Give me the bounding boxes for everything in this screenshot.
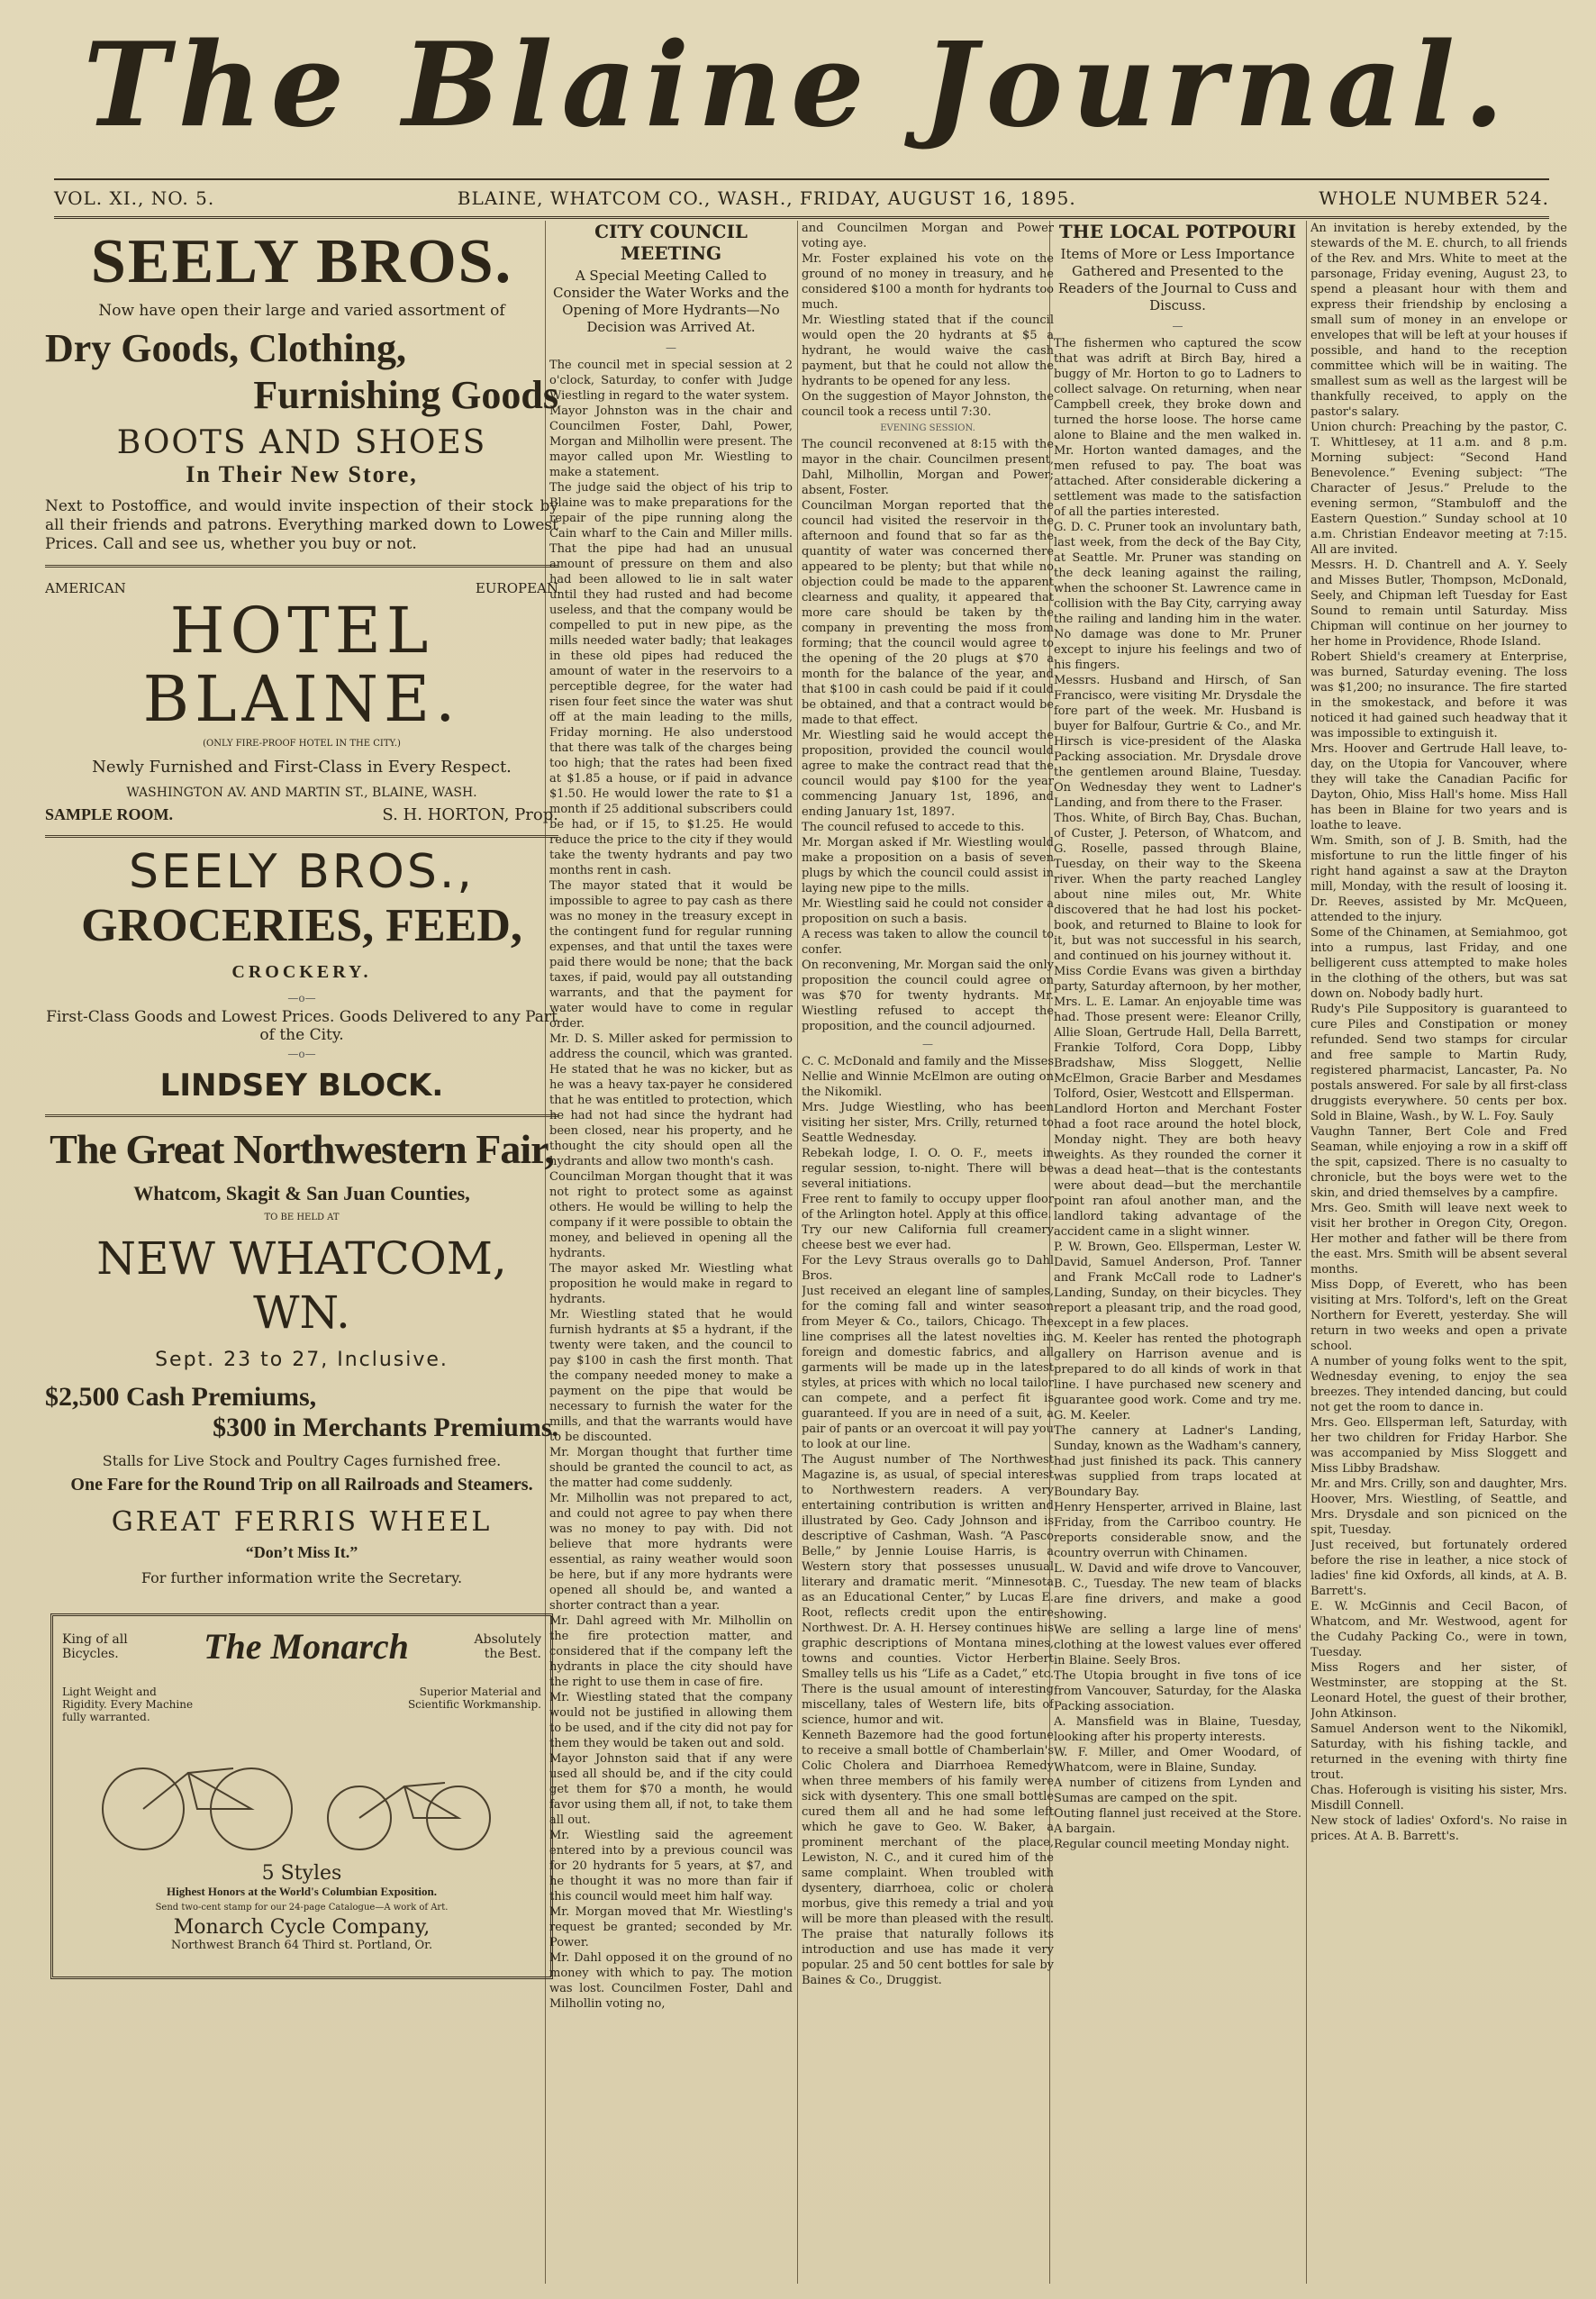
monarch-superior: Superior Material and Scientific Workmanship. <box>407 1686 541 1711</box>
col5-p1: An invitation is hereby extended, by the stewards of the M. E. church, to all friends of the Rev. and Mrs. White to meet at the parsonage, Friday evening, August 23, to spend a pleasant hour with them and express their friendship by enclosing a small sum of money in an envelope or envelopes that will be left at your houses if possible, and hand to the reception committee which will be in waiting. The smallest sum as well as the largest will be thankfully received, to apply on the pastor's salary. <box>1310 222 1567 419</box>
col5-p7: Some of the Chinamen, at Semiahmoo, got into a rumpus, last Friday, and one belligerent cuss attempted to make holes in the clothing of the others, but was sat down on. Nobody badly hurt. <box>1310 926 1567 1001</box>
bicycles-illustration <box>62 1723 530 1858</box>
fair-merchants: $300 in Merchants Premiums. <box>213 1413 558 1442</box>
council-column <box>549 221 793 2284</box>
col5-p16: E. W. McGinnis and Cecil Bacon, of Whatcom, and Mr. Westwood, agent for the Cudahy Packing Co., were in town, Tuesday. <box>1310 1600 1567 1659</box>
fair-counties: Whatcom, Skagit & San Juan Counties, <box>133 1182 470 1204</box>
locals-column <box>1310 221 1567 2284</box>
col5-p14: Mr. and Mrs. Crilly, son and daughter, Mrs. Hoover, Mrs. Wiestling, of Seattle, and Mrs. Drysdale and son picniced on the spit, Tuesday. <box>1310 1477 1567 1537</box>
potpouri-p1: The fishermen who captured the scow that was adrift at Birch Bay, hired a buggy of Mr. Horton to go to Ladners to collect salvage. On returning, when near Campbell creek, they broke down and turned the horse loose. The horse came alone to Blaine and the men walked in. Mr. Horton wanted damages, and the men refused to pay. The boat was attached. After considerable dickering a settlement was made to the satisfaction of all the parties interested. <box>1054 337 1301 519</box>
council-p7: The mayor asked Mr. Wiestling what proposition he would make in regard to hydrants. <box>549 1262 793 1306</box>
council-p2: Mayor Johnston was in the chair and Councilmen Foster, Dahl, Power, Morgan and Milhollin were present. The mayor called upon Mr. Wiestling to make a statement. <box>549 404 793 479</box>
council-p9: Mr. Morgan thought that further time should be granted the council to act, as the matter had come suddenly. <box>549 1446 793 1490</box>
council-p27: A recess was taken to allow the council to confer. <box>802 928 1054 957</box>
council-p10: Mr. Milhollin was not prepared to act, and could not agree to pay when there was no money to pay with. Did not believe that more hydrants were essential, as rainy weather would soon be here, but if any more hydrants were opened all should be, and wanted a shorter contract than a year. <box>549 1492 793 1613</box>
hotel-address: WASHINGTON AV. AND MARTIN ST., BLAINE, WASH. <box>126 786 477 800</box>
col5-p9: Vaughn Tanner, Bert Cole and Fred Seaman, while enjoying a row in a skiff off the spit, capsized. There is no casualty to chronicle, but the boys were wet to the skin, and dried themselves by a campfire. <box>1310 1125 1567 1200</box>
local-p31: Rebekah lodge, I. O. O. F., meets in regular session, to-night. There will be several initiations. <box>802 1147 1054 1191</box>
council-p11: Mr. Dahl agreed with Mr. Milhollin on the fire protection matter, and considered that if the company left the hydrants in place the city should have the right to use them in case of fire. <box>549 1614 793 1689</box>
column-rule <box>1306 221 1307 2284</box>
potpouri-p7: P. W. Brown, Geo. Ellsperman, Lester W. David, Samuel Anderson, Prof. Tanner and Frank McCall rode to Ladner's Landing, Sunday, on their bicycles. They report a pleasant trip, and the road good, except in a few places. <box>1054 1240 1301 1331</box>
council-subhead: A Special Meeting Called to Consider the Water Works and the Opening of More Hydrants—No Decision was Arrived At. <box>552 268 789 335</box>
divider: —o— <box>287 1048 316 1060</box>
fair-city: NEW WHATCOM, WN. <box>96 1232 507 1339</box>
local-p36: The August number of The Northwest Magazine is, as usual, of special interest to Northwestern readers. A very entertaining contribution is written and illustrated by Geo. Cady Johnson and is descriptive of Cashman, Wash. “A Pasco Belle,” by Jennie Louise Harris, is a Western story that possesses unusual literary and dramatic merit. “Minnesota as an Educational Center,” by Lucas E. Root, reflects credit upon the entire Northwest. Dr. A. H. Hersey continues his graphic descriptions of Montana mines, towns and counties. Victor Herbert Smalley tells us his “Life as a Cadet,” etc. There is the usual amount of interesting miscellany, tales of Western life, bits of science, humor and wit. <box>802 1453 1054 1727</box>
council-p4: The mayor stated that it would be impossible to agree to pay cash as there was no money in the treasury except in the contingent fund for regular running expenses, and that until the taxes were paid there would be none; that the back taxes, if paid, would pay all outstanding warrants, and that the payment for water would have to come in regular order. <box>549 879 793 1031</box>
col5-p13: Mrs. Geo. Ellsperman left, Saturday, with her two children for Friday Harbor. She was accompanied by Miss Sloggett and Miss Libby Bradshaw. <box>1310 1416 1567 1476</box>
whole-number: WHOLE NUMBER 524. <box>1319 187 1549 209</box>
northwestern-fair-ad <box>45 1117 558 1597</box>
monarch-bicycle-ad <box>50 1613 553 1979</box>
local-p33: Try our new California full creamery cheese best we ever had. <box>802 1223 1054 1252</box>
col5-p11: Miss Dopp, of Everett, who has been visiting at Mrs. Tolford's, left on the Great Northern for Everett, yesterday. She will return in two weeks and open a private school. <box>1310 1278 1567 1353</box>
council-p25: Mr. Morgan asked if Mr. Wiestling would make a proposition on a basis of seven plugs by which the council could assist in laying new pipe to the mills. <box>802 836 1054 895</box>
seely-intro: Now have open their large and varied assortment of <box>98 302 505 320</box>
council-p24: The council refused to accede to this. <box>802 821 1025 834</box>
council-p18: Mr. Foster explained his vote on the ground of no money in treasury, and he considered $100 a month for hydrants too much. <box>802 252 1054 312</box>
potpouri-p9: The cannery at Ladner's Landing, Sunday, known as the Wadham's cannery, had just finished its pack. This cannery was supplied from traps located at Boundary Bay. <box>1054 1424 1301 1499</box>
council-headline: CITY COUNCIL MEETING <box>594 221 748 264</box>
hotel-european: EUROPEAN <box>475 580 558 596</box>
ads-column <box>45 221 558 2284</box>
hotel-furnished: Newly Furnished and First-Class in Every Respect. <box>92 758 512 777</box>
col5-p19: Chas. Hoferough is visiting his sister, Mrs. Misdill Connell. <box>1310 1784 1567 1813</box>
council-p6: Councilman Morgan thought that it was not right to protect some as against others. He would be willing to help the company if it were possible to obtain the money, and believed in opening all the hydrants. <box>549 1170 793 1260</box>
potpouri-subhead: Items of More or Less Importance Gathered and Presented to the Readers of the Journal to Cuss and Discuss. <box>1057 246 1298 314</box>
seely-groceries-ad <box>45 838 558 1117</box>
potpouri-headline: THE LOCAL POTPOURI <box>1058 221 1297 242</box>
seely2-line2: CROCKERY. <box>231 962 372 982</box>
local-p37: Kenneth Bazemore had the good fortune to receive a small bottle of Chamberlain's Colic Cholera and Diarrhoea Remedy when three members of his family were sick with dysentery. This one small bottle cured them all and he had some left which he gave to Geo. W. Baker, a prominent merchant of the place, Lewiston, N. C., and it cured him of the same complaint. When troubled with dysentery, diarrhoea, colic or cholera morbus, give this remedy a trial and you will be more than pleased with the result. The praise that naturally follows its introduction and use has made it very popular. 25 and 50 cent bottles for sale by Baines & Co., Druggist. <box>802 1729 1054 1987</box>
seely-line1: Dry Goods, Clothing, <box>45 326 406 370</box>
volume-number: VOL. XI., NO. 5. <box>54 187 215 209</box>
col5-p8: Rudy's Pile Suppository is guaranteed to cure Piles and Constipation or money refunded. Send two stamps for circular and free sample to Martin Rudy, registered pharmacist, Lancaster, Pa. No postals answered. For sale by all first-class druggists everywhere. 50 cents per box. Sold in Blaine, Wash., by W. L. Foy. Sauly <box>1310 1003 1567 1123</box>
evening-session: EVENING SESSION. <box>880 423 975 433</box>
local-p35: Just received an elegant line of samples, for the coming fall and winter season from Meyer & Co., tailors, Chicago. The line comprises all the latest novelties in foreign and domestic fabrics, and all garments will be made up in the latest styles, at prices with which no local tailor can compete, and a perfect fit is guaranteed. If you are in need of a suit, a pair of pants or an overcoat it will pay you to look at our line. <box>802 1285 1054 1451</box>
divider: — <box>1172 320 1183 332</box>
monarch-light: Light Weight and Rigidity. Every Machine fully warranted. <box>62 1686 194 1723</box>
potpouri-p6: Landlord Horton and Merchant Foster had a foot race around the hotel block, Monday night. They are both heavy weights. As they rounded the corner it was a dead heat—that is the contestants were about dead—but the merchantile point ran afoul another man, and the landlord taking advantage of the accident came in a slight winner. <box>1054 1103 1301 1239</box>
fair-info: For further information write the Secretary. <box>141 1569 463 1586</box>
potpouri-p2: G. D. C. Pruner took an involuntary bath, last week, from the deck of the Bay City, at Seattle. Mr. Pruner was standing on the deck leaning against the railing, when the schooner St. Lawrence came in collision with the Bay City, carrying away the railing and landing him in the water. No damage was done to Mr. Pruner except to injure his feelings and two of his fingers. <box>1054 521 1301 672</box>
council-p17: and Councilmen Morgan and Power voting aye. <box>802 222 1054 250</box>
hotel-name: HOTEL BLAINE. <box>142 594 461 736</box>
monarch-best: Absolutely the Best. <box>474 1631 541 1661</box>
seely-name: SEELY BROS. <box>90 227 513 296</box>
potpouri-p8: G. M. Keeler has rented the photograph gallery on Harrison avenue and is prepared to do all kinds of work in that line. I have purchased new scenery and guarantee good work. Come and try me. G. M. Keeler. <box>1054 1332 1301 1422</box>
council-p14: Mr. Wiestling said the agreement entered into by a previous council was for 20 hydrants for 5 years, at $7, and he thought it was no more than fair if this council would meet him half way. <box>549 1829 793 1904</box>
potpouri-p16: A number of citizens from Lynden and Sumas are camped on the spit. <box>1054 1776 1301 1805</box>
col5-p10: Mrs. Geo. Smith will leave next week to visit her brother in Oregon City, Oregon. Her mother and father will be there from the east. Mrs. Smith will be absent several months. <box>1310 1202 1567 1277</box>
council-p12: Mr. Wiestling stated that the company would not be justified in allowing them to be used, and if the city did not pay for them they would be taken out and sold. <box>549 1691 793 1750</box>
fair-dontmiss: “Don’t Miss It.” <box>245 1543 358 1561</box>
local-p29: C. C. McDonald and family and the Misses Nellie and Winnie McElmon are outing on the Nikomikl. <box>802 1055 1054 1099</box>
monarch-send: Send two-cent stamp for our 24-page Catalogue—A work of Art. <box>155 1903 449 1913</box>
council-p1: The council met in special session at 2 o'clock, Saturday, to confer with Judge Wiestling in regard to the water system. <box>549 359 793 403</box>
council-p20: On the suggestion of Mayor Johnston, the council took a recess until 7:30. <box>802 390 1054 419</box>
council-p19: Mr. Wiestling stated that if the council would open the 20 hydrants at $5 a hydrant, he would waive the cash payment, but that he could not allow the hydrants to be opened for any less. <box>802 314 1054 388</box>
council-p23: Mr. Wiestling said he would accept the proposition, provided the council would agree to make the contract read that the council would pay $100 for the year commencing January 1st, 1896, and ending January 1st, 1897. <box>802 729 1054 819</box>
col5-p17: Miss Rogers and her sister, of Westminster, are stopping at the St. Leonard Hotel, the guest of their brother, John Atkinson. <box>1310 1661 1567 1721</box>
fair-cash: $2,500 Cash Premiums, <box>45 1382 317 1412</box>
monarch-king: King of all Bicycles. <box>62 1631 128 1661</box>
council-p5: Mr. D. S. Miller asked for permission to address the council, which was granted. He stated that he was no kicker, but as he was a heavy tax-payer he considered that he was entitled to protection, which he had not had since the hydrant had been closed, near his property, and he thought the city should open all the hydrants and allow two month's cash. <box>549 1032 793 1168</box>
potpouri-p11: L. W. David and wife drove to Vancouver, B. C., Tuesday. The new team of blacks are fine drivers, and make a good showing. <box>1054 1562 1301 1622</box>
hotel-american: AMERICAN <box>45 580 126 596</box>
potpouri-p13: The Utopia brought in five tons of ice from Vancouver, Saturday, for the Alaska Packing association. <box>1054 1669 1301 1713</box>
council-p3: The judge said the object of his trip to Blaine was to make preparations for the repair of the pipe running along the Cain wharf to the Cain and Miller mills. That the pipe had had an unusual amount of pressure on them and also had been allowed to lie in salt water until they had rusted and had become useless, and that the company would be compelled to put in new pipe, as the mills needed water badly; that leakages in these old pipes had reduced the amount of water in the reservoirs to a perceptible degree, for the water had risen four feet since the water was shut off at the main leading to the mills, Friday morning. He also understood that there was talk of the charges being too high; that the rates had been fixed at $1.85 a house, or if paid in advance $1.50. He would lower the rate to $1 a month if 25 additional subscribers could be had, or if 15, to $1.25. He would reduce the price to the city if they would take the twenty hydrants and pay two months rent in cash. <box>549 481 793 877</box>
column-rule <box>797 221 798 2284</box>
potpouri-p4: Thos. White, of Birch Bay, Chas. Buchan, of Custer, J. Peterson, of Whatcom, and G. Roselle, passed through Blaine, Tuesday, on their way to the Skeena river. When the party reached Langley about nine miles out, Mr. White discovered that he had lost his pocket-book, and returned to Blaine to look for it, but was not successful in his search, and continued on his journey without it. <box>1054 812 1301 963</box>
masthead-title: The Blaine Journal. <box>83 18 1513 153</box>
potpouri-p14: A. Mansfield was in Blaine, Tuesday, looking after his property interests. <box>1054 1715 1301 1744</box>
hotel-prop: S. H. HORTON, Prop. <box>382 805 558 824</box>
potpouri-p15: W. F. Miller, and Omer Woodard, of Whatcom, were in Blaine, Sunday. <box>1054 1746 1301 1775</box>
dateline <box>54 178 1549 219</box>
col5-p6: Wm. Smith, son of J. B. Smith, had the misfortune to run the little finger of his right hand against a saw at the Drayton mill, Monday, with the result of loosing it. Dr. Reeves, assisted by Mr. McQueen, attended to the injury. <box>1310 834 1567 924</box>
fair-title: The Great Northwestern Fair, <box>50 1126 554 1172</box>
fair-stalls: Stalls for Live Stock and Poultry Cages furnished free. <box>102 1452 502 1469</box>
potpouri-p18: Regular council meeting Monday night. <box>1054 1838 1290 1851</box>
potpouri-p10: Henry Hensperter, arrived in Blaine, last Friday, from the Carriboo country. He reports considerable snow, and the country overrun with Chinamen. <box>1054 1501 1301 1560</box>
potpouri-p5: Miss Cordie Evans was given a birthday party, Saturday afternoon, by her mother, Mrs. L. E. Lamar. An enjoyable time was had. Those present were: Eleanor Crilly, Allie Sloan, Gertrude Hall, Della Barrett, Frankie Tolford, Cora Dopp, Libby Bradshaw, Miss Sloggett, Nellie McElmon, Gracie Barber and Mesdames Tolford, Osier, Westcott and Ellsperman. <box>1054 965 1301 1101</box>
fair-dates: Sept. 23 to 27, Inclusive. <box>155 1349 449 1371</box>
local-p30: Mrs. Judge Wiestling, who has been visiting her sister, Mrs. Crilly, returned to Seattle Wednesday. <box>802 1101 1054 1145</box>
hotel-note: (ONLY FIRE-PROOF HOTEL IN THE CITY.) <box>203 739 401 749</box>
potpouri-column <box>1054 221 1301 2284</box>
council-p8: Mr. Wiestling stated that he would furnish hydrants at $5 a hydrant, if the twenty were taken, and the council to pay $100 in cash the first month. That the company needed money to make a payment on the pipe that would be necessary to furnish the water for the mills, and that the warrants would have to be discounted. <box>549 1308 793 1444</box>
place-date: BLAINE, WHATCOM CO., WASH., FRIDAY, AUGUST 16, 1895. <box>457 187 1076 209</box>
local-p32: Free rent to family to occupy upper floor of the Arlington hotel. Apply at this office. <box>802 1193 1054 1222</box>
council-p13: Mayor Johnston said that if any were used all should be, and if the city could get them for $70 a month, he would favor using them all, if not, to take them all out. <box>549 1752 793 1827</box>
potpouri-p3: Messrs. Husband and Hirsch, of San Francisco, were visiting Mr. Drysdale the fore part of the week. Mr. Husband is buyer for Balfour, Gurtrie & Co., and Mr. Hirsch is vice-president of the Alaska Packing association. Mr. Drysdale drove the gentlemen around Blaine, Tuesday. On Wednesday they went to Ladner's Landing, and from there to the Fraser. <box>1054 674 1301 810</box>
col5-p4: Robert Shield's creamery at Enterprise, was burned, Saturday evening. The loss was $1,200; no insurance. The fire started in the smokestack, and before it was noticed it had gained such headway that it was impossible to extinguish it. <box>1310 650 1567 741</box>
monarch-styles: 5 Styles <box>261 1862 342 1885</box>
divider: — <box>666 341 676 354</box>
potpouri-p12: We are selling a large line of mens' clothing at the lowest values ever offered in Blaine. Seely Bros. <box>1054 1623 1301 1667</box>
fair-held: TO BE HELD AT <box>264 1213 340 1222</box>
seely-line2: Furnishing Goods <box>253 373 558 417</box>
council-p22: Councilman Morgan reported that the council had visited the reservoir in the afternoon and found that so far as the quantity of water was concerned there appeared to be plenty; but that while no objection could be made to the apparent clearness and quality, it appeared that more care should be taken by the company in preventing the moss from forming; that the council would agree to the opening of the 20 plugs at $70 a month for the balance of the year, and that $100 in cash could be paid if it could be obtained, and that a contract would be made to that effect. <box>802 499 1054 727</box>
divider: — <box>922 1038 933 1050</box>
col5-p2: Union church: Preaching by the pastor, C. T. Whittlesey, at 11 a.m. and 8 p.m. Morning subject: “Second Hand Benevolence.” Evening subject: “The Character of Jesus.” Prelude to the evening sermon, “Stambuloff and the Eastern Question.” Sunday school at 10 a.m. Christian Endeavor meeting at 7:15. All are invited. <box>1310 421 1567 557</box>
seely2-line1: GROCERIES, FEED, <box>81 900 522 951</box>
monarch-brand: The Monarch <box>204 1626 409 1667</box>
seely2-block: LINDSEY BLOCK. <box>159 1068 444 1104</box>
col5-p15: Just received, but fortunately ordered before the rise in leather, a nice stock of ladies' fine kid Oxfords, all kinds, at A. B. Barrett's. <box>1310 1539 1567 1598</box>
fair-wheel: GREAT FERRIS WHEEL <box>111 1506 493 1538</box>
seely2-body: First-Class Goods and Lowest Prices. Goods Delivered to any Part of the City. <box>46 1008 558 1044</box>
col5-p5: Mrs. Hoover and Gertrude Hall leave, to-day, on the Utopia for Vancouver, where they will take the Canadian Pacific for Dayton, Ohio, Miss Hall's home. Miss Hall has been in Blaine for two years and is loathe to leave. <box>1310 742 1567 832</box>
seely-line4: In Their New Store, <box>186 461 418 487</box>
monarch-honors: Highest Honors at the World's Columbian Exposition. <box>167 1885 437 1898</box>
seely2-name: SEELY BROS., <box>129 845 475 899</box>
fair-fare: One Fare for the Round Trip on all Railroads and Steamers. <box>70 1475 533 1495</box>
council-p28: On reconvening, Mr. Morgan said the only proposition the council could agree on was $70 for twenty hydrants. Mr. Wiestling refused to accept the proposition, and the council adjourned. <box>802 959 1054 1033</box>
council-p21: The council reconvened at 8:15 with the mayor in the chair. Councilmen present, Dahl, Milhollin, Morgan and Power; absent, Foster. <box>802 438 1054 497</box>
divider: —o— <box>287 992 316 1004</box>
seely-dry-goods-ad <box>45 221 558 568</box>
council-p26: Mr. Wiestling said he could not consider a proposition on such a basis. <box>802 897 1054 926</box>
hotel-blaine-ad <box>45 568 558 838</box>
hotel-sample: SAMPLE ROOM. <box>45 805 173 823</box>
col5-p18: Samuel Anderson went to the Nikomikl, Saturday, with his fishing tackle, and returned in the evening with thirty fine trout. <box>1310 1722 1567 1782</box>
seely-body: Next to Postoffice, and would invite inspection of their stock by all their friends and patrons. Everything marked down to Lowest Prices. Call and see us, whether you buy or not. <box>45 497 558 553</box>
council-continued-column <box>802 221 1054 2284</box>
col5-p20: New stock of ladies' Oxford's. No raise in prices. At A. B. Barrett's. <box>1310 1814 1567 1843</box>
monarch-branch: Northwest Branch 64 Third st. Portland, Or. <box>170 1939 433 1952</box>
col5-p12: A number of young folks went to the spit, Wednesday evening, to enjoy the sea breezes. They intended dancing, but could not get the room to dance in. <box>1310 1355 1567 1414</box>
council-p15: Mr. Morgan moved that Mr. Wiestling's request be granted; seconded by Mr. Power. <box>549 1905 793 1949</box>
seely-line3: BOOTS AND SHOES <box>116 424 487 461</box>
local-p34: For the Levy Straus overalls go to Dahl Bros. <box>802 1254 1054 1283</box>
potpouri-p17: Outing flannel just received at the Store. A bargain. <box>1054 1807 1301 1836</box>
col5-p3: Messrs. H. D. Chantrell and A. Y. Seely and Misses Butler, Thompson, McDonald, Seely, and Chipman left Tuesday for East Sound to remain until Saturday. Miss Chipman will continue on her journey to her home in Providence, Rhode Island. <box>1310 559 1567 649</box>
council-p16: Mr. Dahl opposed it on the ground of no money with which to pay. The motion was lost. Councilmen Foster, Dahl and Milhollin voting no, <box>549 1951 793 2011</box>
monarch-company: Monarch Cycle Company, <box>173 1916 431 1939</box>
